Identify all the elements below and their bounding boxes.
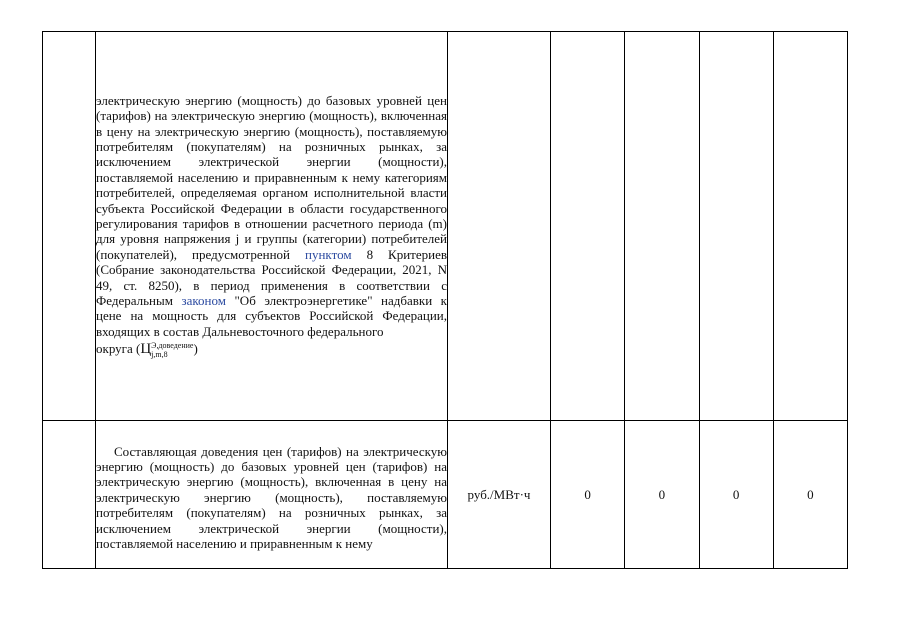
formula-line: округа (Ц Э,доведение j,m,8 ) (96, 341, 198, 360)
formula-subscript: j,m,8 (151, 350, 168, 360)
description-cell (96, 421, 448, 569)
row-number-cell (43, 421, 96, 569)
value-cell: 0 (699, 421, 773, 569)
value-cell (773, 32, 847, 421)
value-cell: 0 (773, 421, 847, 569)
formula-superscript: Э,доведение (151, 341, 194, 351)
clause-link[interactable]: пунктом (305, 246, 352, 262)
description-text: Составляющая доведения цен (тарифов) на электрическую энергию (мощность) до базовых уровней цен (тарифов) на электрическую энергию (мощность), включенная в цену на электрическую энергию (мощность), поставляемую потребителям (покупателям) на розничных рынках, за исключением электрической энергии (мощности), поставляемой населению и приравненным к нему (96, 443, 447, 552)
row-number-cell (43, 32, 96, 421)
description-cell (96, 32, 448, 421)
value-cell: 0 (551, 421, 625, 569)
table-row (43, 32, 848, 421)
tariff-table (42, 31, 848, 569)
value-cell (551, 32, 625, 421)
law-link[interactable]: законом (181, 293, 226, 309)
value-cell: 0 (625, 421, 699, 569)
description-text: электрическую энергию (мощность) до базовых уровней цен (тарифов) на электрическую энергию (мощность), включенная в цену на электрическую энергию (мощность), поставляемую потребителям (покупателям) на розничных рынках, за исключением электрической энергии (мощности), поставляемой населению и приравненным к нему категориям потребителей, определяемая органом исполнительной власти субъекта Российской Федерации в области государственного регулирования тарифов в отношении расчетного периода (m) для уровня напряжения j и группы (категории) потребителей (покупателей), предусмотренной пунктом 8 Критериев (Собрание законодательства Российской Федерации, 2021, N 49, ст. 8250), в период применения в соответствии с Федеральным законом "Об электроэнергетике" надбавки к цене на мощность для субъектов Российской Федерации, входящих в состав Дальневосточного федерального (96, 92, 447, 339)
value-cell (699, 32, 773, 421)
unit-cell: руб./МВт·ч (448, 421, 551, 569)
value-cell (625, 32, 699, 421)
unit-cell (448, 32, 551, 421)
table-row (43, 421, 848, 569)
price-formula: Ц Э,доведение j,m,8 (140, 341, 194, 360)
